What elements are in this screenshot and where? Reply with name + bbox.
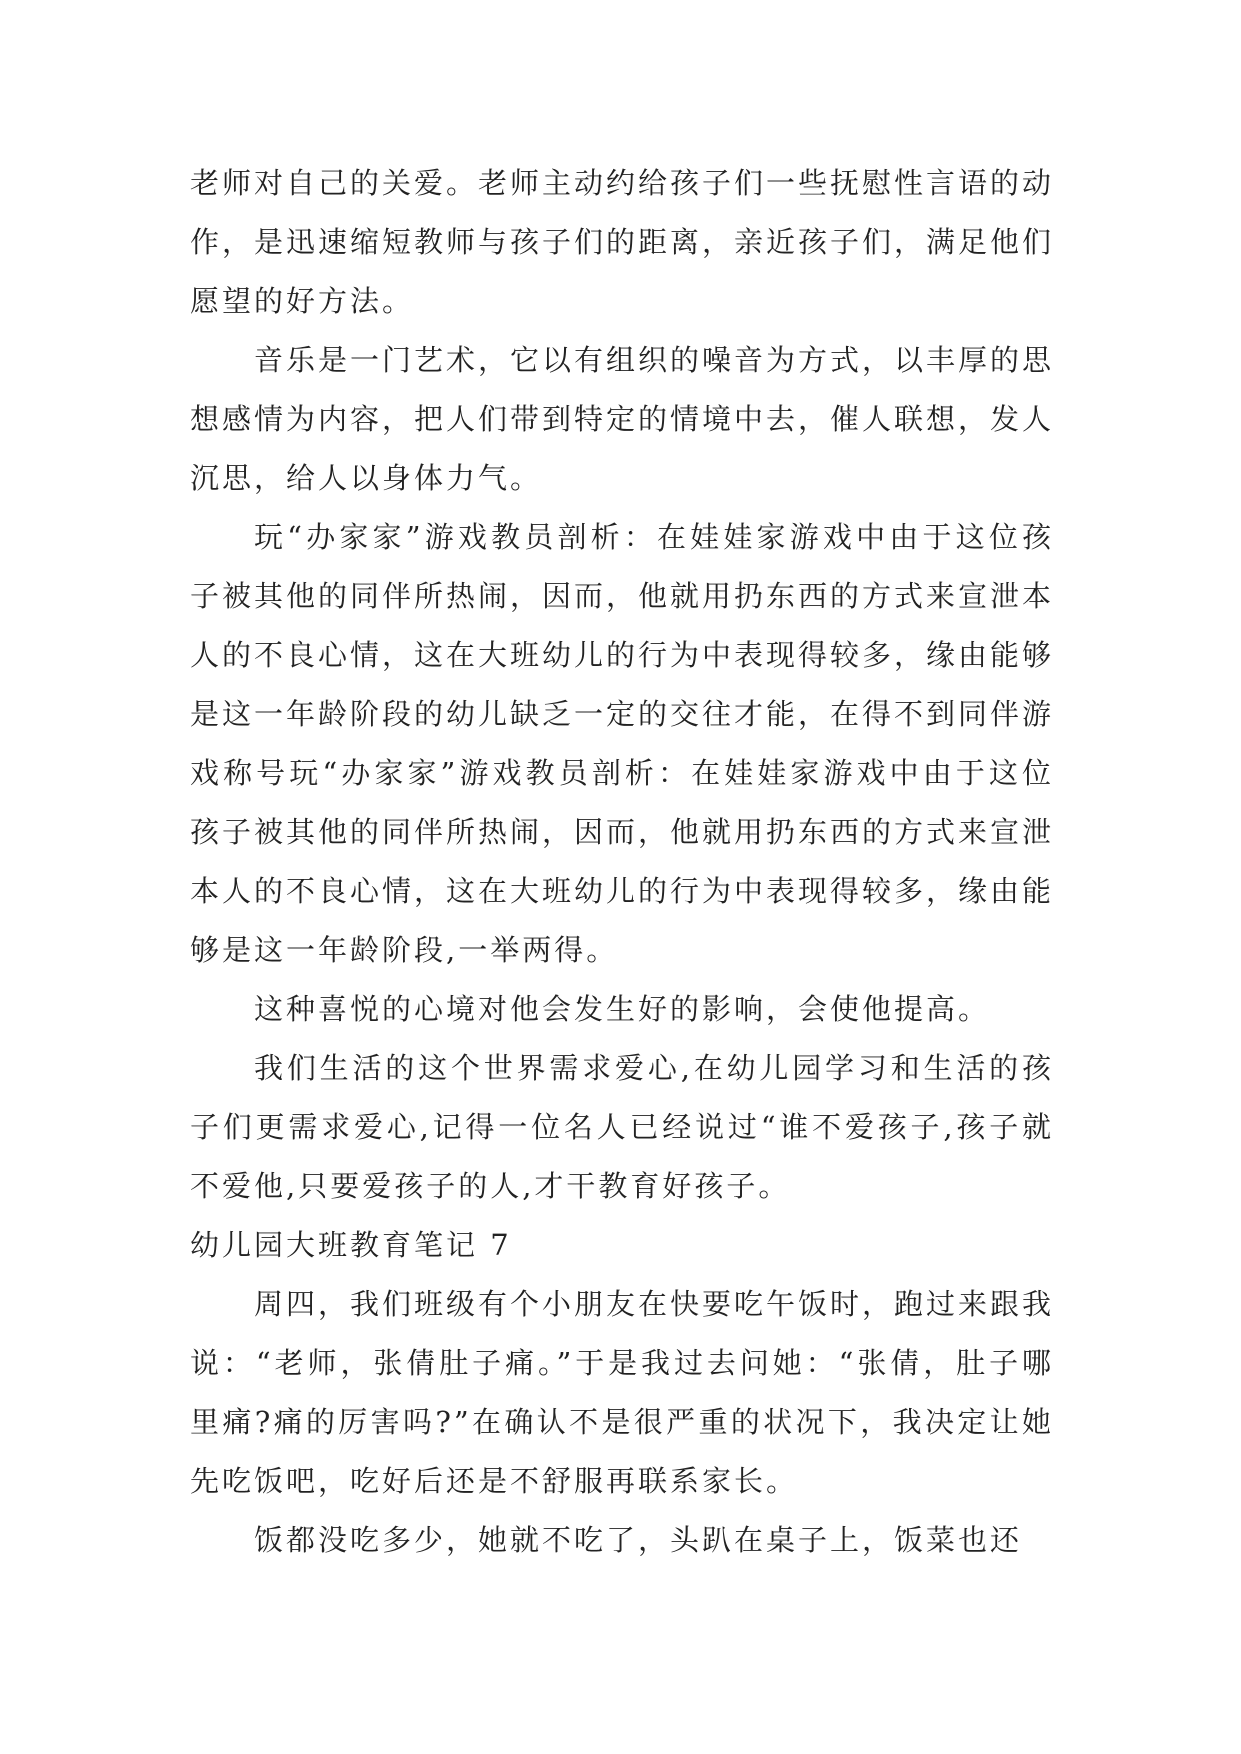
section-heading: 幼儿园大班教育笔记 7: [190, 1228, 512, 1262]
paragraph-4: 这种喜悦的心境对他会发生好的影响，会使他提高。: [254, 992, 991, 1026]
paragraph-5: 我们生活的这个世界需求爱心,在幼儿园学习和生活的孩子们更需求爱心,记得一位名人已经说过“谁不爱孩子,孩子就不爱他,只要爱孩子的人,才干教育好孩子。: [190, 1051, 1054, 1203]
document-body: [190, 154, 1054, 1570]
paragraph-3: 玩“办家家”游戏教员剖析：在娃娃家游戏中由于这位孩子被其他的同伴所热闹，因而，他就用扔东西的方式来宣泄本人的不良心情，这在大班幼儿的行为中表现得较多，缘由能够是这一年龄阶段的幼儿缺乏一定的交往才能，在得不到同伴游戏称号玩“办家家”游戏教员剖析：在娃娃家游戏中由于这位孩子被其他的同伴所热闹，因而，他就用扔东西的方式来宣泄本人的不良心情，这在大班幼儿的行为中表现得较多，缘由能够是这一年龄阶段,一举两得。: [190, 520, 1055, 967]
paragraph-2: 音乐是一门艺术，它以有组织的噪音为方式，以丰厚的思想感情为内容，把人们带到特定的情境中去，催人联想，发人沉思，给人以身体力气。: [190, 343, 1055, 495]
paragraph-7: 饭都没吃多少，她就不吃了，头趴在桌子上，饭菜也还: [254, 1523, 1023, 1557]
paragraph-1: 老师对自己的关爱。老师主动约给孩子们一些抚慰性言语的动作，是迅速缩短教师与孩子们的距离，亲近孩子们，满足他们愿望的好方法。: [190, 166, 1055, 318]
paragraph-6: 周四，我们班级有个小朋友在快要吃午饭时，跑过来跟我说：“老师，张倩肚子痛。”于是我过去问她：“张倩，肚子哪里痛?痛的厉害吗?”在确认不是很严重的状况下，我决定让她先吃饭吧，吃好后还是不舒服再联系家长。: [190, 1287, 1055, 1498]
